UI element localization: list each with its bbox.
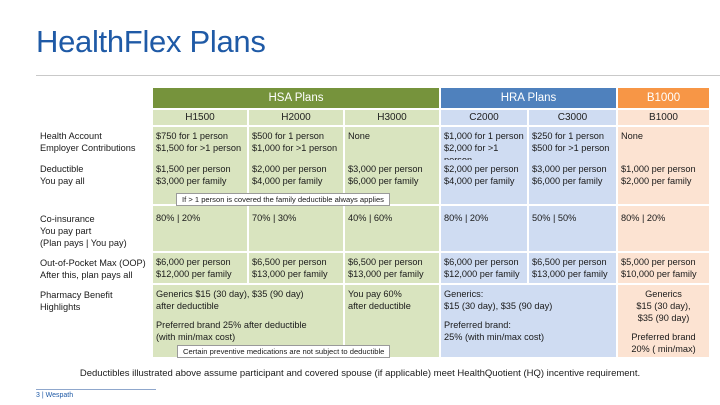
cell-rx-b1000: Generics $15 (30 day), $35 (90 day) Preferred brand 20% ( min/max)	[618, 285, 709, 357]
cell-hac-h2000: $500 for 1 person $1,000 for >1 person	[249, 127, 343, 160]
cell-oop-b1000: $5,000 per person $10,000 per family	[618, 253, 709, 283]
footer-divider	[36, 389, 156, 390]
b1000-group-header: B1000	[618, 88, 709, 108]
plan-header-c3000: C3000	[529, 110, 616, 125]
cell-coins-h3000: 40% | 60%	[345, 206, 439, 251]
cell-ded-c3000: $3,000 per person $6,000 per family	[529, 160, 616, 204]
cell-oop-c2000: $6,000 per person $12,000 per family	[441, 253, 527, 283]
cell-ded-h1500: $1,500 per person $3,000 per family	[153, 160, 247, 204]
plan-header-h2000: H2000	[249, 110, 343, 125]
cell-hac-h3000: None	[345, 127, 439, 160]
cell-ded-b1000: $1,000 per person $2,000 per family	[618, 160, 709, 204]
cell-ded-c2000: $2,000 per person $4,000 per family	[441, 160, 527, 204]
deductible-footnote: Deductibles illustrated above assume participant and covered spouse (if applicable) meet HealthQuotient (HQ) incentive requirement.	[79, 368, 641, 379]
cell-hac-b1000: None	[618, 127, 709, 160]
cell-coins-b1000: 80% | 20%	[618, 206, 709, 251]
row-label-coinsurance: Co-insurance You pay part (Plan pays | You pay)	[40, 214, 127, 248]
row-label-deductible: Deductible You pay all	[40, 164, 85, 186]
row-label-health-account: Health Account Employer Contributions	[40, 131, 136, 153]
plan-header-c2000: C2000	[441, 110, 527, 125]
cell-hac-h1500: $750 for 1 person $1,500 for >1 person	[153, 127, 247, 160]
plan-header-b1000: B1000	[618, 110, 709, 125]
cell-rx-h3000: You pay 60% after deductible	[345, 285, 439, 357]
plan-header-h1500: H1500	[153, 110, 247, 125]
cell-rx-hra: Generics: $15 (30 day), $35 (90 day) Preferred brand: 25% (with min/max cost)	[441, 285, 616, 357]
page-number: 3 | Wespath	[36, 392, 74, 399]
hsa-plans-header: HSA Plans	[153, 88, 439, 108]
cell-ded-h2000: $2,000 per person $4,000 per family	[249, 160, 343, 204]
cell-coins-c2000: 80% | 20%	[441, 206, 527, 251]
cell-oop-h1500: $6,000 per person $12,000 per family	[153, 253, 247, 283]
title-divider	[36, 75, 720, 76]
cell-coins-h2000: 70% | 30%	[249, 206, 343, 251]
cell-ded-h3000: $3,000 per person $6,000 per family	[345, 160, 439, 204]
preventive-medications-note: Certain preventive medications are not subject to deductible	[177, 345, 390, 358]
cell-hac-c3000: $250 for 1 person $500 for >1 person	[529, 127, 616, 160]
cell-coins-c3000: 50% | 50%	[529, 206, 616, 251]
row-label-oop-max: Out-of-Pocket Max (OOP) After this, plan pays all	[40, 258, 146, 280]
plan-header-h3000: H3000	[345, 110, 439, 125]
family-deductible-note: If > 1 person is covered the family deductible always applies	[176, 193, 390, 206]
cell-oop-h2000: $6,500 per person $13,000 per family	[249, 253, 343, 283]
cell-oop-h3000: $6,500 per person $13,000 per family	[345, 253, 439, 283]
row-label-pharmacy: Pharmacy Benefit Highlights	[40, 290, 113, 312]
cell-hac-c2000: $1,000 for 1 person $2,000 for >1	[441, 127, 527, 160]
cell-oop-c3000: $6,500 per person $13,000 per family	[529, 253, 616, 283]
cell-rx-h1500-h2000: Generics $15 (30 day), $35 (90 day) after deductible Preferred brand 25% after deductible (with min/max cost)	[153, 285, 343, 357]
hra-plans-header: HRA Plans	[441, 88, 616, 108]
cell-coins-h1500: 80% | 20%	[153, 206, 247, 251]
page-title: HealthFlex Plans	[36, 24, 266, 59]
